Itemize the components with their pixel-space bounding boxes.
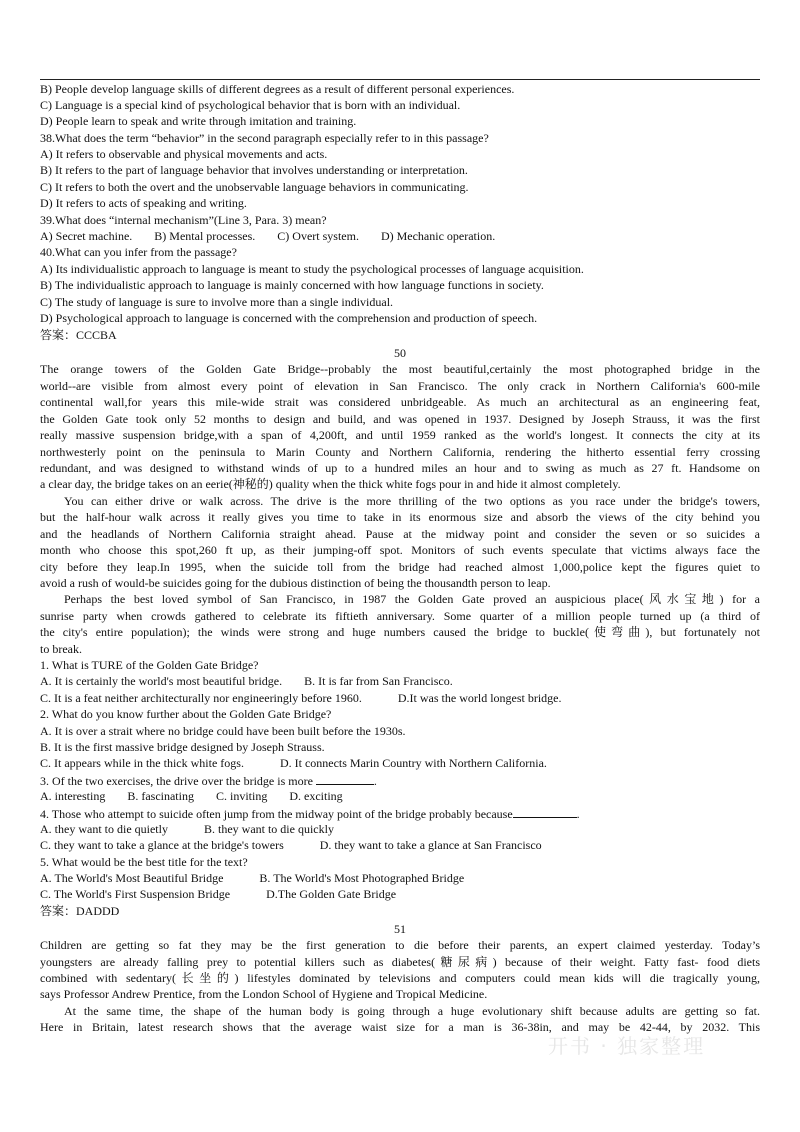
answer-blank bbox=[513, 805, 577, 818]
p50-q1-option-b: B. It is far from San Francisco. bbox=[304, 674, 453, 688]
p50-para2-line: city before they leap.In 1995, when the suicide toll from the bridge had reached almost 1,000,police kept the figures quiet to bbox=[40, 560, 760, 574]
p50-q4-option-b: B. they want to die quickly bbox=[203, 822, 334, 836]
p50-para1-line: continental wall,for years this mile-wide strait was considered unbridgeable. As much an architectural as an engineering feat, bbox=[40, 395, 760, 409]
p50-para3-line: Perhaps the best loved symbol of San Francisco, in 1987 the Golden Gate proved an auspicious place(风水宝地) for a bbox=[64, 592, 760, 606]
p50-q5-option-c: C. The World's First Suspension Bridge bbox=[40, 887, 231, 901]
p50-q2-cd bbox=[40, 755, 547, 772]
p50-q1-option-c: C. It is a feat neither architecturally nor engineeringly before 1960. bbox=[40, 691, 362, 705]
p51-para2-line: Here in Britain, latest research shows that the average waist size for a man is 36-38in, and may be 42-44, by 2032. This bbox=[40, 1020, 760, 1034]
q38-option-d: D) It refers to acts of speaking and writing. bbox=[40, 196, 247, 210]
p51-para1-line: combined with sedentary(长坐的) lifestyles dominated by televisions and computers could mean kids will die tragically young, bbox=[40, 971, 760, 985]
p50-para1-line: really massive suspension bridge,with a span of 4,200ft, and until 1959 ranked as the world's longest. It connects the city at its bbox=[40, 428, 760, 442]
p50-q4-option-a: A. they want to die quietly bbox=[40, 822, 168, 836]
p50-q4-option-c: C. they want to take a glance at the bridge's towers bbox=[40, 838, 284, 852]
p50-para1-line: redundant, and was designed to withstand winds of up to a hundred miles an hour and to swing as much as 27 ft. Handsome on bbox=[40, 461, 760, 475]
answer-blank bbox=[316, 772, 374, 785]
q39-option-a: A) Secret machine. bbox=[40, 229, 133, 243]
q39-option-d: D) Mechanic operation. bbox=[380, 229, 496, 243]
p51-para2-line: At the same time, the shape of the human body is going through a huge evolutionary shift because adults are getting so fat. bbox=[64, 1004, 760, 1018]
q39-options bbox=[40, 228, 495, 245]
q37-option-c: C) Language is a special kind of psychological behavior that is born with an individual. bbox=[40, 98, 461, 112]
q40-option-b: B) The individualistic approach to language is mainly concerned with how language functions in society. bbox=[40, 278, 544, 292]
p50-q4-stem-end: . bbox=[576, 807, 580, 821]
q39-option-b: B) Mental processes. bbox=[154, 229, 256, 243]
q38-option-a: A) It refers to observable and physical movements and acts. bbox=[40, 147, 328, 161]
p50-q2-option-c: C. It appears while in the thick white fogs. bbox=[40, 756, 244, 770]
p50-q1-stem: 1. What is TURE of the Golden Gate Bridge? bbox=[40, 658, 259, 672]
p50-q4-ab bbox=[40, 821, 334, 838]
p50-q3-stem-text: 3. Of the two exercises, the drive over the bridge is more bbox=[40, 774, 313, 788]
p50-q5-option-d: D.The Golden Gate Bridge bbox=[266, 887, 397, 901]
p50-para2-line: but the half-hour walk across it really gives you time to take in its enormous size and absorb the views of the city behind you bbox=[40, 510, 760, 524]
p50-q4-stem-text: 4. Those who attempt to suicide often jump from the midway point of the bridge probably because bbox=[40, 807, 513, 821]
p50-q3-option-c: C. inviting bbox=[215, 789, 268, 803]
p50-q3-options bbox=[40, 788, 343, 805]
p51-para1-line: Children are getting so fat they may be the first generation to die before their parents, an expert claimed yesterday. Today’s bbox=[40, 938, 760, 952]
p50-q5-cd bbox=[40, 886, 396, 903]
p50-q4-option-d: D. they want to take a glance at San Francisco bbox=[319, 838, 542, 852]
watermark: 开书 · 独家整理 bbox=[548, 1034, 706, 1058]
p50-q5-option-a: A. The World's Most Beautiful Bridge bbox=[40, 871, 224, 885]
p50-para1-line: the Golden Gate took only 52 months to design and build, and was opened in 1937. Designed by Joseph Strauss, it was the first bbox=[40, 412, 760, 426]
q39-stem: 39.What does “internal mechanism”(Line 3, Para. 3) mean? bbox=[40, 213, 327, 227]
q37-option-d: D) People learn to speak and write through imitation and training. bbox=[40, 114, 357, 128]
q39-option-c: C) Overt system. bbox=[277, 229, 359, 243]
p50-para2-line: and the headlands of Northern California straight ahead. Pause at the midway point and consider the seven or so suicides a bbox=[40, 527, 760, 541]
passage-number-51: 51 bbox=[394, 922, 406, 936]
p50-para3-line: sunrise party when crowds gathered to celebrate its fiftieth anniversary. Some quarter of a million people turned up (a third of bbox=[40, 609, 760, 623]
q40-option-a: A) Its individualistic approach to language is meant to study the psychological processes of language acquisition. bbox=[40, 262, 584, 276]
q40-option-c: C) The study of language is sure to involve more than a single individual. bbox=[40, 295, 394, 309]
passage-number-50: 50 bbox=[394, 346, 406, 360]
q40-stem: 40.What can you infer from the passage? bbox=[40, 245, 237, 259]
p50-para3-line: to break. bbox=[40, 642, 82, 656]
p50-q1-cd bbox=[40, 690, 562, 707]
p50-q1-option-d: D.It was the world longest bridge. bbox=[397, 691, 562, 705]
p50-para3-line: the city's entire population); the winds were strong and huge numbers caused the bridge to buckle(使弯曲), but fortunately not bbox=[40, 625, 760, 639]
p50-para2-line: You can either drive or walk across. The drive is the more thrilling of the two options as you race under the bridge's towers, bbox=[64, 494, 760, 508]
q38-option-c: C) It refers to both the overt and the unobservable language behaviors in communicating. bbox=[40, 180, 469, 194]
p50-para1-line: a clear day, the bridge takes on an eerie(神秘的) quality when the thick white fogs pour in and hide it almost completely. bbox=[40, 477, 621, 491]
q38-option-b: B) It refers to the part of language behavior that involves understanding or interpretation. bbox=[40, 163, 468, 177]
p50-para1-line: world--are visible from almost every point of elevation in San Francisco. The only crack in Northern California's 600-mile bbox=[40, 379, 760, 393]
p50-q4-cd bbox=[40, 837, 542, 854]
q40-option-d: D) Psychological approach to language is concerned with the comprehension and production of speech. bbox=[40, 311, 538, 325]
p51-para1-line: youngsters are already falling prey to potential killers such as diabetes(糖尿病) because of their weight. Fatty fast- food diets bbox=[40, 955, 760, 969]
p50-q3-stem-end: . bbox=[373, 774, 377, 788]
p50-q1-ab bbox=[40, 673, 453, 690]
p50-q3-option-d: D. exciting bbox=[289, 789, 343, 803]
p50-q3-stem bbox=[40, 772, 377, 789]
p50-para2-line: avoid a rush of would-be suicides going for the dubious distinction of being the thousandth person to leap. bbox=[40, 576, 551, 590]
p50-q1-option-a: A. It is certainly the world's most beautiful bridge. bbox=[40, 674, 283, 688]
p50-q5-ab bbox=[40, 870, 464, 887]
p50-q2-option-b: B. It is the first massive bridge designed by Joseph Strauss. bbox=[40, 740, 325, 754]
p50-q3-option-a: A. interesting bbox=[40, 789, 106, 803]
answer-key-prev: 答案：CCCBA bbox=[40, 328, 117, 342]
p50-q2-option-d: D. It connects Marin Country with Northern California. bbox=[279, 756, 547, 770]
p50-para2-line: month who choose this spot,260 ft up, as their jumping-off spot. Monitors of such events speculate that victims always face the bbox=[40, 543, 760, 557]
p51-para1-line: says Professor Andrew Prentice, from the London School of Hygiene and Tropical Medicine. bbox=[40, 987, 488, 1001]
header-rule bbox=[40, 79, 760, 80]
answer-key-50: 答案：DADDD bbox=[40, 904, 120, 918]
p50-q3-option-b: B. fascinating bbox=[127, 789, 194, 803]
p50-q4-stem bbox=[40, 805, 580, 822]
p50-q5-option-b: B. The World's Most Photographed Bridge bbox=[259, 871, 465, 885]
p50-para1-line: northwesterly point on the peninsula to Marin County and Northern California, rendering the hitherto essential ferry crossing bbox=[40, 445, 760, 459]
p50-q2-stem: 2. What do you know further about the Golden Gate Bridge? bbox=[40, 707, 332, 721]
p50-para1-line: The orange towers of the Golden Gate Bridge--probably the most beautiful,certainly the most photographed bridge in the bbox=[40, 362, 760, 376]
p50-q5-stem: 5. What would be the best title for the text? bbox=[40, 855, 248, 869]
p50-q2-option-a: A. It is over a strait where no bridge could have been built before the 1930s. bbox=[40, 724, 406, 738]
q38-stem: 38.What does the term “behavior” in the second paragraph especially refer to in this passage? bbox=[40, 131, 489, 145]
q37-option-b: B) People develop language skills of different degrees as a result of different personal experiences. bbox=[40, 82, 515, 96]
